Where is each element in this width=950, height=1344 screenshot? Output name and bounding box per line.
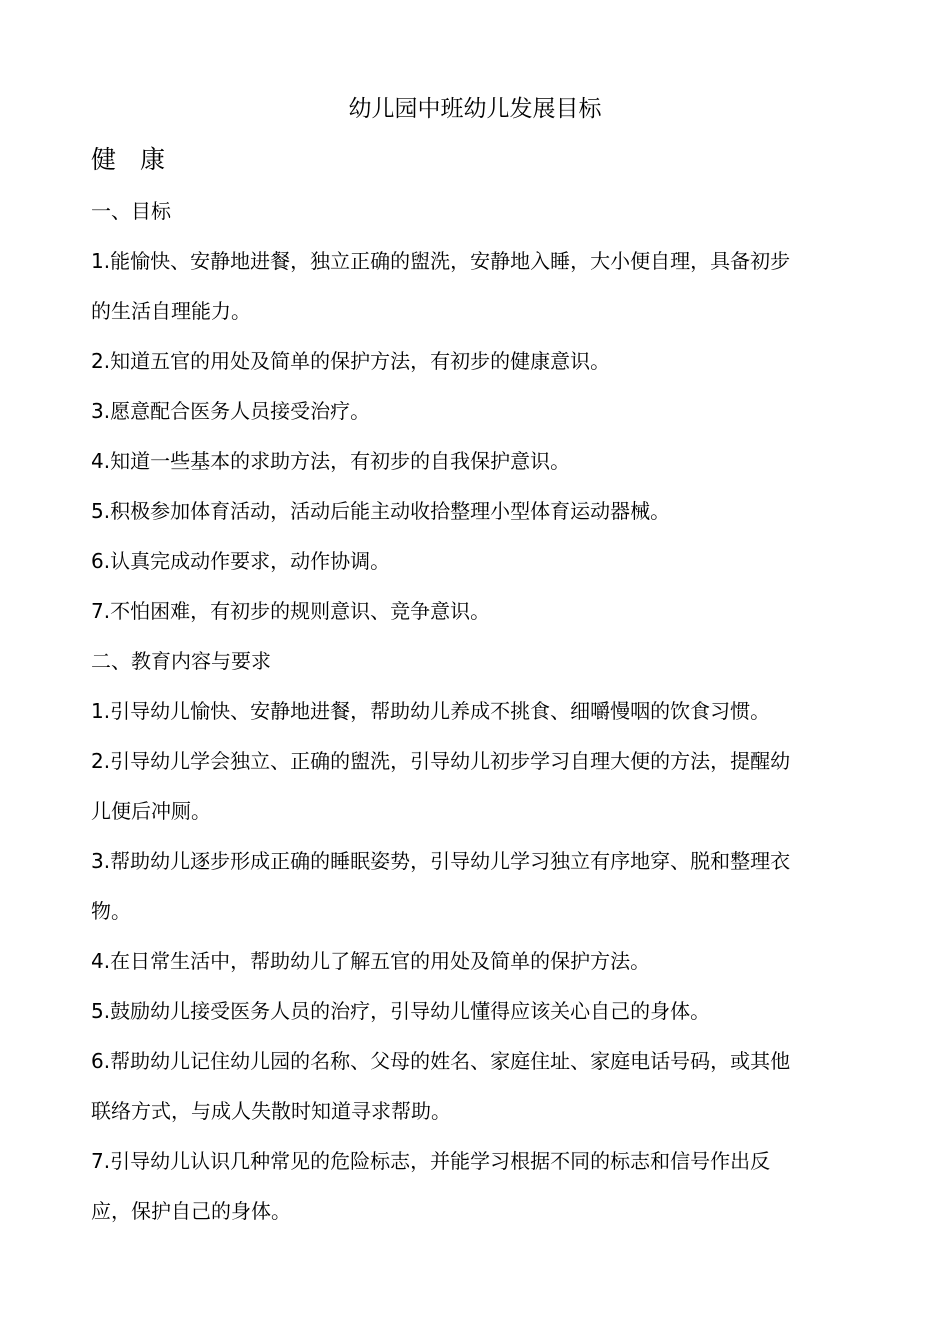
- text-line: 3.帮助幼儿逐步形成正确的睡眠姿势，引导幼儿学习独立有序地穿、脱和整理衣: [91, 849, 791, 873]
- subheading-content-requirements: 二、教育内容与要求: [91, 649, 271, 673]
- text-line: 6.认真完成动作要求，动作协调。: [91, 549, 391, 573]
- text-line: 的生活自理能力。: [91, 299, 251, 323]
- text-line: 4.在日常生活中，帮助幼儿了解五官的用处及简单的保护方法。: [91, 949, 651, 973]
- text-line: 6.帮助幼儿记住幼儿园的名称、父母的姓名、家庭住址、家庭电话号码，或其他: [91, 1049, 791, 1073]
- text-line: 1.能愉快、安静地进餐，独立正确的盥洗，安静地入睡，大小便自理，具备初步: [91, 249, 791, 273]
- text-line: 5.积极参加体育活动，活动后能主动收拾整理小型体育运动器械。: [91, 499, 671, 523]
- text-line: 7.引导幼儿认识几种常见的危险标志，并能学习根据不同的标志和信号作出反: [91, 1149, 771, 1173]
- document-body: [91, 186, 866, 1236]
- text-line: 物。: [91, 899, 131, 923]
- section-heading-health: 健 康: [91, 145, 173, 174]
- document-title: 幼儿园中班幼儿发展目标: [348, 96, 602, 122]
- text-line: 应，保护自己的身体。: [91, 1199, 291, 1223]
- text-line: 2.知道五官的用处及简单的保护方法，有初步的健康意识。: [91, 349, 611, 373]
- text-line: 5.鼓励幼儿接受医务人员的治疗，引导幼儿懂得应该关心自己的身体。: [91, 999, 711, 1023]
- text-line: 3.愿意配合医务人员接受治疗。: [91, 399, 371, 423]
- subheading-goals: 一、目标: [91, 199, 171, 223]
- text-line: 7.不怕困难，有初步的规则意识、竞争意识。: [91, 599, 491, 623]
- text-line: 联络方式，与成人失散时知道寻求帮助。: [91, 1099, 451, 1123]
- text-line: 2.引导幼儿学会独立、正确的盥洗，引导幼儿初步学习自理大便的方法，提醒幼: [91, 749, 791, 773]
- text-line: 1.引导幼儿愉快、安静地进餐，帮助幼儿养成不挑食、细嚼慢咽的饮食习惯。: [91, 699, 771, 723]
- text-line: 4.知道一些基本的求助方法，有初步的自我保护意识。: [91, 449, 571, 473]
- text-line: 儿便后冲厕。: [91, 799, 211, 823]
